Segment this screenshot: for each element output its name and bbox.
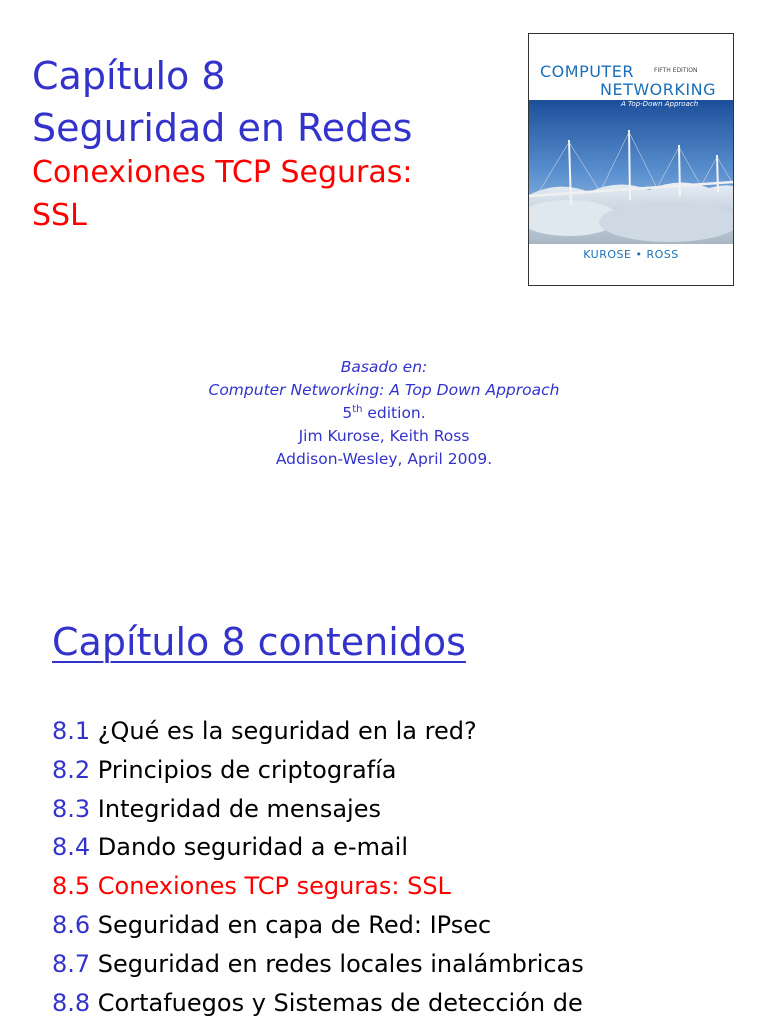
toc-number: 8.4 bbox=[52, 833, 91, 862]
credits-based-on: Basado en: bbox=[340, 358, 428, 376]
edition-text: edition. bbox=[362, 404, 426, 422]
slide-subtitle-line-1: Conexiones TCP Seguras: bbox=[32, 155, 413, 190]
credits-book-title: Computer Networking: A Top Down Approach bbox=[208, 381, 560, 399]
toc-number: 8.1 bbox=[52, 717, 91, 745]
edition-suffix: th bbox=[352, 403, 363, 415]
contents-heading: Capítulo 8 contenidos bbox=[52, 620, 466, 664]
toc-text: Conexiones TCP seguras: SSL bbox=[90, 872, 451, 901]
credits-authors: Jim Kurose, Keith Ross bbox=[298, 427, 470, 445]
table-of-contents bbox=[52, 712, 768, 1022]
toc-item-8-6 bbox=[52, 906, 768, 945]
toc-item-8-2 bbox=[52, 751, 768, 790]
cover-title-line-1: COMPUTER bbox=[540, 62, 634, 81]
toc-item-8-3 bbox=[52, 790, 768, 829]
chapter-title: Capítulo 8 bbox=[32, 54, 226, 98]
credits-edition bbox=[0, 402, 768, 425]
credits-publisher: Addison-Wesley, April 2009. bbox=[275, 450, 493, 468]
toc-number: 8.6 bbox=[52, 910, 91, 939]
toc-item-8-7 bbox=[52, 945, 768, 984]
book-cover-image bbox=[528, 33, 734, 286]
toc-text: Seguridad en capa de Red: IPsec bbox=[90, 910, 492, 939]
toc-text: Cortafuegos y Sistemas de detección de bbox=[90, 988, 583, 1017]
toc-number: 8.2 bbox=[52, 755, 91, 784]
toc-item-8-8 bbox=[52, 984, 768, 1023]
cover-edition: FIFTH EDITION bbox=[654, 67, 698, 74]
toc-text: ¿Qué es la seguridad en la red? bbox=[90, 717, 477, 745]
toc-text: Integridad de mensajes bbox=[90, 794, 381, 823]
toc-item-8-1 bbox=[52, 712, 768, 751]
credits-block bbox=[0, 356, 768, 471]
toc-number: 8.5 bbox=[52, 872, 91, 901]
cover-authors: KUROSE • ROSS bbox=[583, 248, 679, 261]
toc-text: Dando seguridad a e-mail bbox=[90, 833, 408, 862]
toc-text: Seguridad en redes locales inalámbricas bbox=[90, 949, 584, 978]
bridge-photo bbox=[529, 100, 733, 244]
toc-number: 8.3 bbox=[52, 794, 91, 823]
toc-number: 8.8 bbox=[52, 988, 91, 1017]
toc-item-8-4 bbox=[52, 828, 768, 867]
toc-text: Principios de criptografía bbox=[90, 755, 397, 784]
toc-item-8-5-current bbox=[52, 867, 768, 906]
slide-title: Seguridad en Redes bbox=[32, 106, 413, 150]
cover-subtitle: A Top-Down Approach bbox=[621, 100, 699, 108]
slide-subtitle-line-2: SSL bbox=[32, 198, 87, 233]
cover-title-line-2: NETWORKING bbox=[600, 80, 716, 99]
toc-number: 8.7 bbox=[52, 949, 91, 978]
edition-number: 5 bbox=[342, 404, 353, 422]
